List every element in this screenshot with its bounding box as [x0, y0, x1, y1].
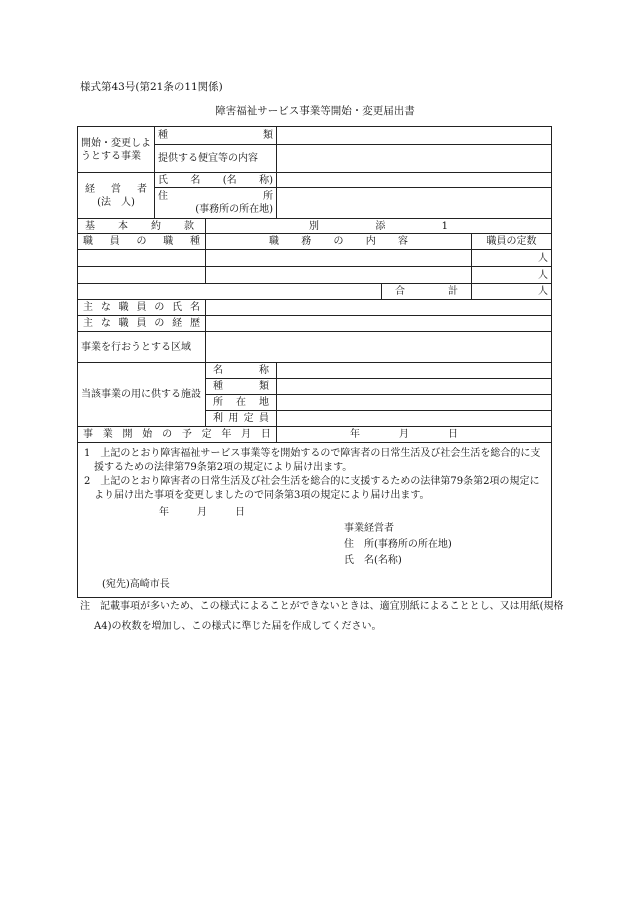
declaration-item-1: 1 上記のとおり障害福祉サービス事業等を開始するので障害者の日常生活及び社会生活を総合的に支援するための法律第79条第2項の規定により届け出ます。: [84, 448, 541, 473]
type-label: 種 類: [155, 127, 277, 145]
facility-location-label: 所 在 地: [206, 395, 277, 411]
staff-type-field[interactable]: [78, 267, 206, 284]
facility-capacity-field[interactable]: [277, 411, 552, 427]
bylaws-label: 基 本 約 款: [78, 219, 206, 234]
staff-row: [78, 267, 552, 284]
staff-count-label: 職員の定数: [472, 234, 552, 250]
main-staff-career-field[interactable]: [206, 316, 552, 332]
main-staff-name-field[interactable]: [206, 300, 552, 316]
signer-title: 事業経営者: [344, 523, 394, 534]
signer-name[interactable]: 氏 名(名称): [344, 555, 402, 566]
service-area-label: 事業を行おうとする区域: [78, 332, 206, 363]
type-field[interactable]: [277, 127, 552, 145]
facility-name-field[interactable]: [277, 363, 552, 379]
facility-label: 当該事業の用に供する施設: [78, 363, 206, 427]
facility-capacity-label: 利 用 定 員: [206, 411, 277, 427]
start-date-field[interactable]: 年 月 日: [277, 427, 552, 443]
staff-type-field[interactable]: [78, 250, 206, 267]
duty-label: 職 務 の 内 容: [206, 234, 472, 250]
declaration-date[interactable]: 年 月 日: [159, 507, 245, 518]
total-count-field[interactable]: 人: [472, 284, 552, 300]
facility-type-label: 種 類: [206, 379, 277, 395]
target-business-label: 開始・変更しようとする事業: [78, 127, 155, 173]
facility-location-field[interactable]: [277, 395, 552, 411]
staff-type-label: 職 員 の 職 種: [78, 234, 206, 250]
declaration-block: [78, 443, 552, 598]
duty-field[interactable]: [206, 267, 472, 284]
operator-address-label: 住 所 (事務所の所在地): [155, 188, 277, 219]
service-content-field[interactable]: [277, 145, 552, 173]
staff-row: [78, 250, 552, 267]
main-staff-career-label: 主 な 職 員 の 経 歴: [78, 316, 206, 332]
facility-type-field[interactable]: [277, 379, 552, 395]
form-number: 様式第43号(第21条の11関係): [80, 81, 223, 93]
signer-address[interactable]: 住 所(事務所の所在地): [344, 539, 452, 550]
start-date-label: 事 業 開 始 の 予 定 年 月 日: [78, 427, 277, 443]
facility-name-label: 名 称: [206, 363, 277, 379]
staff-count-field[interactable]: 人: [472, 267, 552, 284]
total-label: 合 計: [382, 284, 472, 300]
declaration-item-2: 2 上記のとおり障害者の日常生活及び社会生活を総合的に支援するための法律第79条第2項の規定により届け出た事項を変更しましたので同条第3項の規定により届け出ます。: [84, 476, 540, 501]
duty-field[interactable]: [206, 250, 472, 267]
footnote: 注 記載事項が多いため、この様式によることができないときは、適宜別紙によることとし、又は用紙(規格A4)の枚数を増加し、この様式に準じた届を作成してください。: [80, 601, 564, 632]
bylaws-value: 別 添 1: [206, 219, 552, 234]
addressee: (宛先)高崎市長: [102, 579, 170, 590]
service-area-field[interactable]: [206, 332, 552, 363]
staff-count-field[interactable]: 人: [472, 250, 552, 267]
total-spacer: [78, 284, 382, 300]
operator-address-field[interactable]: [277, 188, 552, 219]
operator-name-label: 氏 名 (名 称): [155, 173, 277, 188]
document-title: 障害福祉サービス事業等開始・変更届出書: [215, 105, 415, 117]
operator-name-field[interactable]: [277, 173, 552, 188]
service-content-label: 提供する便宜等の内容: [155, 145, 277, 173]
operator-label: 経 営 者 (法 人): [78, 173, 155, 219]
main-staff-name-label: 主 な 職 員 の 氏 名: [78, 300, 206, 316]
application-form-table: [77, 126, 552, 598]
